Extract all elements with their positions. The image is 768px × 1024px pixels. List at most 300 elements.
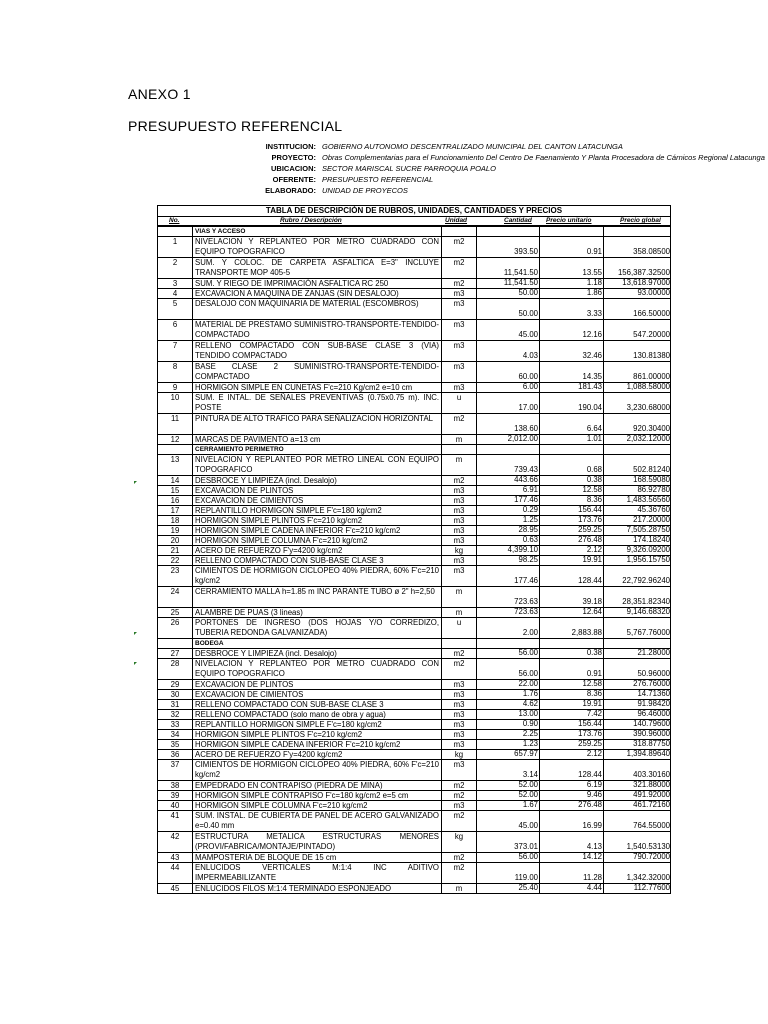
item-unit-price: 12.16 — [582, 330, 602, 340]
table-row — [158, 586, 670, 607]
item-total-price: 461.72160 — [633, 800, 670, 810]
item-quantity: 11,541.50 — [503, 278, 538, 288]
meta-value: GOBIERNO AUTONOMO DESCENTRALIZADO MUNICIPAL DEL CANTON LATACUNGA — [322, 142, 623, 151]
item-total-price: 1,088.58000 — [626, 382, 670, 392]
item-unit-price: 259.25 — [578, 739, 602, 749]
item-quantity: 45.00 — [518, 821, 538, 831]
item-unit-price: 6.19 — [586, 780, 602, 790]
item-number: 30 — [170, 690, 180, 699]
header-no: No. — [169, 217, 180, 224]
cell-comment-marker — [134, 481, 137, 484]
item-unit-price: 19.91 — [582, 699, 602, 709]
item-unit: m3 — [453, 289, 465, 298]
item-unit-price: 2,883.88 — [571, 628, 602, 638]
item-unit: m2 — [453, 476, 465, 485]
item-description: EXCAVACION A MAQUINA DE ZANJAS (SIN DESALOJO) — [195, 289, 399, 298]
item-total-price: 321.88000 — [633, 780, 670, 790]
item-number: 5 — [172, 299, 178, 308]
item-total-price: 1,483.56560 — [626, 495, 670, 505]
item-description: HORMIGON SIMPLE CONTRAPISO F'c=180 kg/cm2 e=5 cm — [195, 791, 409, 800]
item-number: 31 — [170, 700, 180, 709]
item-quantity: 0.63 — [522, 535, 538, 545]
item-description: SUM. Y RIEGO DE IMPRIMACIÓN ASFALTICA RC 250 — [195, 279, 389, 288]
meta-row-institucion — [128, 142, 728, 153]
table-row — [158, 831, 670, 852]
item-total-price: 502.81240 — [633, 465, 670, 475]
table-row — [158, 852, 670, 862]
item-description: ENLUCIDOS FILOS M:1:4 TERMINADO ESPONJEADO — [195, 884, 392, 893]
item-unit: m3 — [453, 299, 465, 308]
item-quantity: 177.46 — [514, 576, 538, 586]
project-metadata — [128, 142, 765, 197]
item-total-price: 96.46000 — [637, 709, 670, 719]
item-number: 17 — [170, 506, 180, 515]
item-quantity: 393.50 — [514, 247, 538, 257]
item-unit: m3 — [453, 690, 465, 699]
item-quantity: 4.03 — [522, 351, 538, 361]
item-unit: m — [455, 435, 463, 444]
header-quantity: Cantidad — [504, 217, 532, 224]
meta-key: ELABORADO: — [265, 186, 316, 195]
section-label: BODEGA — [195, 640, 224, 647]
item-description: SUM. E INTAL. DE SEÑALES PREVENTIVAS (0.75x0.75 m). INC. POSTE — [195, 393, 439, 412]
item-unit: m3 — [453, 516, 465, 525]
meta-row-elaborado — [128, 186, 728, 197]
item-description: EXCAVACION DE CIMIENTOS — [195, 690, 304, 699]
item-total-price: 22,792.96240 — [622, 576, 670, 586]
table-row — [158, 699, 670, 709]
item-number: 27 — [170, 649, 180, 658]
item-unit: m3 — [453, 760, 465, 769]
item-unit: kg — [454, 546, 464, 555]
table-row — [158, 780, 670, 790]
item-total-price: 358.08500 — [633, 247, 670, 257]
item-number: 38 — [170, 781, 180, 790]
table-row — [158, 485, 670, 495]
item-unit: m2 — [453, 853, 465, 862]
meta-row-oferente — [128, 175, 728, 186]
item-unit-price: 173.76 — [578, 729, 602, 739]
item-unit-price: 0.68 — [586, 465, 602, 475]
item-total-price: 1,342.32000 — [626, 873, 670, 883]
table-row — [158, 709, 670, 719]
item-unit-price: 0.91 — [586, 247, 602, 257]
item-number: 20 — [170, 536, 180, 545]
item-quantity: 177.46 — [514, 495, 538, 505]
item-total-price: 217.20000 — [633, 515, 670, 525]
item-number: 34 — [170, 730, 180, 739]
meta-key: PROYECTO: — [271, 153, 316, 162]
item-quantity: 119.00 — [514, 873, 538, 883]
item-unit: m2 — [453, 659, 465, 668]
item-unit: m3 — [453, 362, 465, 371]
item-description: CIMIENTOS DE HORMIGON CICLOPEO 40% PIEDRA, 60% F'c=210 kg/cm2 — [195, 566, 439, 585]
table-row — [158, 475, 670, 485]
item-quantity: 56.00 — [518, 852, 538, 862]
item-unit-price: 12.58 — [582, 679, 602, 689]
item-total-price: 7,505.28750 — [626, 525, 670, 535]
item-quantity: 0.29 — [522, 505, 538, 515]
item-description: RELLENO COMPACTADO (solo mano de obra y agua) — [195, 710, 386, 719]
item-description: EXCAVACION DE PLINTOS — [195, 486, 294, 495]
table-row — [158, 749, 670, 759]
item-total-price: 112.77600 — [633, 883, 670, 893]
item-total-price: 1,394.89640 — [626, 749, 670, 759]
item-unit-price: 8.36 — [586, 689, 602, 699]
table-header — [157, 216, 671, 226]
item-unit-price: 14.35 — [582, 372, 602, 382]
item-total-price: 2,032.12000 — [626, 434, 670, 444]
table-row — [158, 862, 670, 883]
item-unit-price: 11.28 — [583, 873, 602, 883]
item-total-price: 166.50000 — [633, 309, 670, 319]
item-unit-price: 276.48 — [578, 535, 602, 545]
item-number: 22 — [170, 556, 180, 565]
item-number: 39 — [170, 791, 180, 800]
header-total-price: Precio global — [620, 217, 661, 224]
item-unit: m3 — [453, 496, 465, 505]
item-number: 19 — [170, 526, 180, 535]
item-unit-price: 8.36 — [586, 495, 602, 505]
item-quantity: 1.23 — [522, 739, 538, 749]
section-row — [158, 638, 670, 648]
item-unit: m2 — [453, 258, 465, 267]
table-row — [158, 392, 670, 413]
item-number: 6 — [172, 320, 178, 329]
meta-value: PRESUPUESTO REFERENCIAL — [322, 175, 434, 184]
table-row — [158, 319, 670, 340]
item-total-price: 1,956.15750 — [626, 555, 670, 565]
header-unit-price: Precio unitario — [546, 217, 592, 224]
item-unit: kg — [454, 750, 464, 759]
item-unit-price: 16.99 — [582, 821, 602, 831]
item-description: RELLENO COMPACTADO CON SUB-BASE CLASE 3 (VIA) TENDIDO COMPACTADO — [195, 341, 439, 360]
meta-key: INSTITUCION: — [265, 142, 316, 151]
item-unit-price: 156.44 — [578, 505, 602, 515]
item-total-price: 21.28000 — [637, 648, 670, 658]
cell-comment-marker — [134, 662, 137, 665]
item-description: HORMIGON SIMPLE COLUMNA F'c=210 kg/cm2 — [195, 801, 368, 810]
table-row — [158, 648, 670, 658]
item-number: 2 — [172, 258, 178, 267]
item-number: 44 — [170, 863, 180, 872]
item-unit: m2 — [453, 414, 465, 423]
item-unit-price: 190.04 — [578, 403, 602, 413]
item-unit: kg — [454, 832, 464, 841]
item-total-price: 920.30400 — [633, 424, 670, 434]
item-total-price: 140.79600 — [633, 719, 670, 729]
item-quantity: 723.63 — [514, 597, 538, 607]
table-row — [158, 679, 670, 689]
meta-value: UNIDAD DE PROYECOS — [322, 186, 408, 195]
budget-table — [157, 205, 671, 894]
item-description: PORTONES DE INGRESO (DOS HOJAS Y/O CORREDIZO, TUBERIA REDONDA GALVANIZADA) — [195, 618, 439, 637]
item-quantity: 2,012.00 — [507, 434, 538, 444]
item-description: NIVELACION Y REPLANTEO POR METRO CUADRADO CON EQUIPO TOPOGRAFICO — [195, 237, 439, 256]
item-unit: m2 — [453, 237, 465, 246]
item-quantity: 22.00 — [518, 679, 538, 689]
item-description: DESBROCE Y LIMPIEZA (incl. Desalojo) — [195, 476, 337, 485]
document-title: PRESUPUESTO REFERENCIAL — [128, 118, 343, 134]
item-quantity: 4.62 — [522, 699, 538, 709]
item-total-price: 130.81380 — [633, 351, 670, 361]
table-row — [158, 525, 670, 535]
item-total-price: 1,540.53130 — [626, 842, 670, 852]
item-quantity: 6.91 — [522, 485, 538, 495]
item-quantity: 6.00 — [522, 382, 538, 392]
item-description: ESTRUCTURA METALICA ESTRUCTURAS MENORES (PROVI/FABRICA/MONTAJE/PINTADO) — [195, 832, 439, 851]
item-unit: m — [455, 608, 463, 617]
meta-row-proyecto — [128, 153, 765, 164]
table-row — [158, 278, 670, 288]
table-row — [158, 565, 670, 586]
item-total-price: 93.00000 — [637, 288, 670, 298]
item-description: RELLENO COMPACTADO CON SUB-BASE CLASE 3 — [195, 700, 384, 709]
meta-value: Obras Complementarias para el Funcionamiento Del Centro De Faenamiento Y Planta Procesadora de Cárnicos Regional Latacunga — [322, 153, 765, 162]
table-row — [158, 535, 670, 545]
item-description: ALAMBRE DE PUAS (3 lineas) — [195, 608, 303, 617]
item-unit-price: 173.76 — [578, 515, 602, 525]
item-quantity: 2.00 — [522, 628, 538, 638]
item-description: HORMIGON SIMPLE CADENA INFERIOR F'c=210 kg/cm2 — [195, 526, 401, 535]
item-total-price: 5,767.76000 — [626, 628, 670, 638]
item-number: 28 — [170, 659, 180, 668]
table-row — [158, 361, 670, 382]
item-description: CIMIENTOS DE HORMIGON CICLOPEO 40% PIEDRA, 60% F'c=210 kg/cm2 — [195, 760, 439, 779]
item-description: NIVELACION Y REPLANTEO POR METRO CUADRADO CON EQUIPO TOPOGRAFICO — [195, 659, 439, 678]
item-description: SUM. INSTAL. DE CUBIERTA DE PANEL DE ACERO GALVANIZADO e=0.40 mm — [195, 811, 439, 830]
meta-key: OFERENTE: — [272, 175, 316, 184]
item-total-price: 491.92000 — [633, 790, 670, 800]
item-description: HORMIGON SIMPLE COLUMNA F'c=210 kg/cm2 — [195, 536, 368, 545]
item-unit-price: 1.18 — [586, 278, 602, 288]
meta-row-ubicacion — [128, 164, 728, 175]
item-unit: m2 — [453, 791, 465, 800]
item-description: PINTURA DE ALTO TRAFICO PARA SEÑALIZACION HORIZONTAL — [195, 414, 433, 423]
table-row — [158, 505, 670, 515]
item-description: HORMIGON SIMPLE PLINTOS F'c=210 kg/cm2 — [195, 516, 363, 525]
table-row — [158, 298, 670, 319]
item-description: NIVELACION Y REPLANTEO POR METRO LINEAL CON EQUIPO TOPOGRAFICO — [195, 455, 439, 474]
item-unit-price: 276.48 — [578, 800, 602, 810]
item-description: HORMIGON SIMPLE CADENA INFERIOR F'c=210 kg/cm2 — [195, 740, 401, 749]
table-row — [158, 515, 670, 525]
item-unit-price: 0.38 — [586, 475, 602, 485]
item-unit: u — [456, 618, 462, 627]
table-row — [158, 790, 670, 800]
item-unit-price: 2.12 — [586, 545, 602, 555]
item-total-price: 13,618.97000 — [622, 278, 670, 288]
table-row — [158, 434, 670, 444]
item-quantity: 60.00 — [518, 372, 538, 382]
item-unit: m3 — [453, 730, 465, 739]
item-description: HORMIGON SIMPLE EN CUNETAS F'c=210 Kg/cm2 e=10 cm — [195, 383, 413, 392]
item-total-price: 764.55000 — [633, 821, 670, 831]
item-total-price: 547.20000 — [633, 330, 670, 340]
item-unit-price: 156.44 — [578, 719, 602, 729]
item-unit: m3 — [453, 566, 465, 575]
item-unit-price: 32.46 — [582, 351, 602, 361]
item-number: 36 — [170, 750, 180, 759]
item-quantity: 56.00 — [518, 669, 538, 679]
item-description: HORMIGON SIMPLE PLINTOS F'c=210 kg/cm2 — [195, 730, 363, 739]
item-description: REPLANTILLO HORMIGON SIMPLE F'c=180 kg/cm2 — [195, 720, 382, 729]
item-total-price: 9,146.68320 — [626, 607, 670, 617]
item-description: SUM. Y COLOC. DE CARPETA ASFALTICA E=3" INCLUYE TRANSPORTE MOP 405-5 — [195, 258, 439, 277]
table-row — [158, 689, 670, 699]
header-description: Rubro / Descripción — [280, 217, 342, 224]
table-row — [158, 257, 670, 278]
item-unit-price: 128.44 — [578, 770, 602, 780]
item-quantity: 1.25 — [522, 515, 538, 525]
item-unit-price: 19.91 — [582, 555, 602, 565]
item-description: DESBROCE Y LIMPIEZA (incl. Desalojo) — [195, 649, 337, 658]
item-quantity: 0.90 — [522, 719, 538, 729]
item-unit-price: 14.12 — [582, 852, 602, 862]
item-quantity: 4,399.10 — [507, 545, 538, 555]
item-quantity: 56.00 — [518, 648, 538, 658]
item-unit: m3 — [453, 536, 465, 545]
item-quantity: 739.43 — [514, 465, 538, 475]
item-unit-price: 0.38 — [586, 648, 602, 658]
item-total-price: 45.36760 — [637, 505, 670, 515]
item-quantity: 138.60 — [514, 424, 538, 434]
item-total-price: 14.71360 — [637, 689, 670, 699]
table-row — [158, 800, 670, 810]
item-number: 10 — [170, 393, 180, 402]
item-total-price: 790.72000 — [633, 852, 670, 862]
item-unit: m3 — [453, 506, 465, 515]
header-unit: Unidad — [445, 217, 468, 224]
item-number: 45 — [170, 884, 180, 893]
item-unit-price: 3.33 — [586, 309, 602, 319]
item-unit: m2 — [453, 863, 465, 872]
item-unit: m3 — [453, 680, 465, 689]
item-quantity: 1.67 — [522, 800, 538, 810]
item-description: CERRAMIENTO MALLA h=1.85 m INC PARANTE TUBO ø 2" h=2,50 — [195, 587, 435, 596]
item-number: 37 — [170, 760, 180, 769]
item-unit: m2 — [453, 649, 465, 658]
item-quantity: 1.76 — [522, 689, 538, 699]
table-body — [157, 226, 671, 894]
item-total-price: 174.18240 — [633, 535, 670, 545]
item-number: 26 — [170, 618, 180, 627]
item-description: REPLANTILLO HORMIGON SIMPLE F'c=180 kg/cm2 — [195, 506, 382, 515]
item-quantity: 723.63 — [514, 607, 538, 617]
item-number: 43 — [170, 853, 180, 862]
item-unit-price: 12.58 — [582, 485, 602, 495]
item-unit: u — [456, 393, 462, 402]
item-quantity: 28.95 — [518, 525, 538, 535]
item-unit: m3 — [453, 320, 465, 329]
item-number: 1 — [172, 237, 178, 246]
item-quantity: 52.00 — [518, 790, 538, 800]
item-unit: m — [455, 884, 463, 893]
item-number: 8 — [172, 362, 178, 371]
item-number: 9 — [172, 383, 178, 392]
table-row — [158, 729, 670, 739]
table-row — [158, 454, 670, 475]
item-total-price: 390.96000 — [633, 729, 670, 739]
item-total-price: 86.92780 — [637, 485, 670, 495]
item-number: 21 — [170, 546, 180, 555]
item-unit-price: 6.64 — [586, 424, 602, 434]
item-total-price: 318.87750 — [633, 739, 670, 749]
item-unit: m2 — [453, 279, 465, 288]
item-unit-price: 13.55 — [582, 268, 602, 278]
item-number: 11 — [170, 414, 180, 423]
table-row — [158, 607, 670, 617]
annex-label: ANEXO 1 — [128, 86, 191, 102]
item-unit: m2 — [453, 811, 465, 820]
item-number: 3 — [172, 279, 178, 288]
item-unit-price: 1.86 — [586, 288, 602, 298]
item-number: 14 — [170, 476, 180, 485]
table-row — [158, 545, 670, 555]
item-number: 42 — [170, 832, 180, 841]
item-unit: m3 — [453, 801, 465, 810]
item-quantity: 657.97 — [514, 749, 538, 759]
cell-comment-marker — [134, 632, 137, 635]
item-unit: m3 — [453, 740, 465, 749]
item-unit: m3 — [453, 720, 465, 729]
item-number: 24 — [170, 587, 180, 596]
item-unit: m — [455, 587, 463, 596]
item-quantity: 25.40 — [518, 883, 538, 893]
meta-key: UBICACION: — [271, 164, 316, 173]
item-unit-price: 2.12 — [586, 749, 602, 759]
item-quantity: 443.66 — [514, 475, 538, 485]
item-description: BASE CLASE 2 SUMINISTRO-TRANSPORTE-TENDIDO-COMPACTADO — [195, 362, 439, 381]
table-title: TABLA DE DESCRIPCIÓN DE RUBROS, UNIDADES, CANTIDADES Y PRECIOS — [157, 205, 671, 216]
table-row — [158, 236, 670, 257]
item-unit: m2 — [453, 781, 465, 790]
item-total-price: 9,326.09200 — [626, 545, 670, 555]
item-number: 7 — [172, 341, 178, 350]
item-quantity: 2.25 — [522, 729, 538, 739]
item-unit-price: 4.13 — [586, 842, 602, 852]
section-row — [158, 226, 670, 236]
item-total-price: 91.98420 — [637, 699, 670, 709]
meta-value: SECTOR MARISCAL SUCRE PARROQUIA POALO — [322, 164, 496, 173]
item-description: EXCAVACION DE PLINTOS — [195, 680, 294, 689]
table-row — [158, 759, 670, 780]
item-unit-price: 128.44 — [578, 576, 602, 586]
item-number: 15 — [170, 486, 180, 495]
item-unit: m3 — [453, 710, 465, 719]
item-quantity: 50.00 — [518, 309, 538, 319]
item-total-price: 3,230.68000 — [626, 403, 670, 413]
table-row — [158, 810, 670, 831]
table-row — [158, 719, 670, 729]
item-quantity: 13.00 — [518, 709, 538, 719]
item-unit-price: 39.18 — [582, 597, 602, 607]
item-description: RELLENO COMPACTADO CON SUB-BASE CLASE 3 — [195, 556, 384, 565]
table-row — [158, 883, 670, 893]
item-number: 16 — [170, 496, 180, 505]
item-unit-price: 9.46 — [586, 790, 602, 800]
item-total-price: 156,387.32500 — [617, 268, 670, 278]
item-unit: m3 — [453, 486, 465, 495]
item-description: ACERO DE REFUERZO F'y=4200 kg/cm2 — [195, 750, 343, 759]
item-quantity: 3.14 — [522, 770, 538, 780]
item-number: 13 — [170, 455, 180, 464]
item-description: ACERO DE REFUERZO F'y=4200 kg/cm2 — [195, 546, 343, 555]
item-quantity: 52.00 — [518, 780, 538, 790]
table-row — [158, 658, 670, 679]
item-number: 32 — [170, 710, 180, 719]
table-row — [158, 739, 670, 749]
